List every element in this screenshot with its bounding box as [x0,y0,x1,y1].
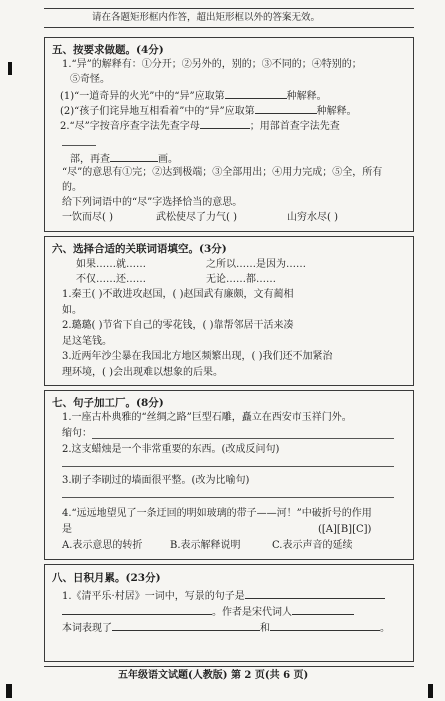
answer-blank[interactable] [292,605,354,615]
s7-q4-line-a: 4.“远远地望见了一条迂回的明如玻璃的带子——河！”中破折号的作用 [62,508,372,519]
s5-q1-2: (2)“孩子们诧异地互相看着”中的“异”应取第 种解释。 [60,106,357,117]
s6-q3-line-b: 理环境，( )会出现难以想象的后果。 [62,367,223,378]
answer-blank[interactable] [62,605,212,615]
s5-q2-line-c: “尽”的意思有①完；②达到极端；③全部用出；④用力完成；⑤全，所有 [62,167,383,178]
s8-q1-line-b: 。作者是宋代词人 [62,605,354,619]
answer-line[interactable] [62,497,394,498]
s5-word-3[interactable]: 山穷水尽( ) [287,212,338,223]
s8-q1-line-a: 1.《清平乐·村居》一词中，写景的句子是 [62,589,385,603]
s6-q2-line-b: 足这笔钱。 [62,336,112,347]
top-rule [44,8,414,9]
s5-q2-line-b: 部，再查 画。 [70,154,178,165]
s7-q1: 1.一座古朴典雅的“丝绸之路”巨型石雕，矗立在西安市玉祥门外。 [62,412,352,423]
scan-mark [428,684,433,698]
s7-q3: 3.刷子李刷过的墙面很平整。(改为比喻句) [62,475,250,486]
s7-q4-line-b: 是 [62,524,72,535]
s7-option-b: B.表示解释说明 [170,540,241,551]
s7-option-a: A.表示意思的转折 [62,540,143,551]
footer-rule [44,666,414,667]
answer-blank[interactable] [110,152,158,162]
page-footer: 五年级语文试题(人教版) 第 2 页(共 6 页) [118,670,309,681]
s5-q1-line-b: ⑤奇怪。 [70,74,110,85]
s5-q1-1: (1)“一道奇异的火光”中的“异”应取第 种解释。 [60,91,327,102]
answer-line[interactable] [62,466,394,467]
section-8-title: 八、日积月累。(23分) [52,572,161,584]
s8-q1-line-c: 本词表现了 和 。 [62,623,390,634]
answer-blank[interactable] [270,621,380,631]
scan-mark [8,62,12,75]
section-7-title: 七、句子加工厂。(8分) [52,397,164,409]
section-5-title: 五、按要求做题。(4分) [52,44,164,56]
header-rule [44,27,414,28]
s5-word-2[interactable]: 武松使尽了力气( ) [156,212,237,223]
conj-option-4: 无论……都…… [206,274,276,285]
s7-q1-label: 缩句： [62,428,92,439]
section-6-title: 六、选择合适的关联词语填空。(3分) [52,243,227,255]
conj-option-2: 之所以……是因为…… [206,259,306,270]
answer-blank[interactable] [245,589,385,599]
conj-option-3: 不仅……还…… [76,274,146,285]
s6-q3-line-a: 3.近两年沙尘暴在我国北方地区频繁出现，( )我们还不加紧治 [62,351,333,362]
answer-blank[interactable] [255,104,317,114]
s7-q2: 2.这支蜡烛是一个非常重要的东西。(改成反问句) [62,444,280,455]
answer-blank[interactable] [112,621,260,631]
header-notice: 请在各题矩形框内作答，超出矩形框以外的答案无效。 [92,12,321,23]
s5-word-1[interactable]: 一饮而尽( ) [62,212,113,223]
s5-q2-line-e: 给下列词语中的“尽”字选择恰当的意思。 [62,197,243,208]
s6-q1-line-a: 1.秦王( )不敢进攻赵国，( )赵国武有廉颇，文有蔺相 [62,289,294,300]
s7-q4-answer-box[interactable]: ([A][B][C]) [318,524,372,535]
s7-option-c: C.表示声音的延续 [272,540,353,551]
answer-line[interactable] [62,145,96,146]
conj-option-1: 如果……就…… [76,259,146,270]
s5-q2-line-d: 的。 [62,182,82,193]
answer-blank[interactable] [200,119,250,129]
answer-blank[interactable] [225,89,287,99]
s5-q2-line-a: 2.“尽”字按音序查字法先查字母 ；用部首查字法先查 [60,121,340,132]
s6-q2-line-a: 2.璐璐( )节省下自己的零花钱，( )靠帮邻居干活来凑 [62,320,294,331]
s5-q1-line-a: 1.“异”的解释有：①分开；②另外的，别的；③不同的；④特别的； [62,59,362,70]
answer-line[interactable] [92,438,394,439]
s6-q1-line-b: 如。 [62,305,82,316]
scan-mark [6,684,12,698]
